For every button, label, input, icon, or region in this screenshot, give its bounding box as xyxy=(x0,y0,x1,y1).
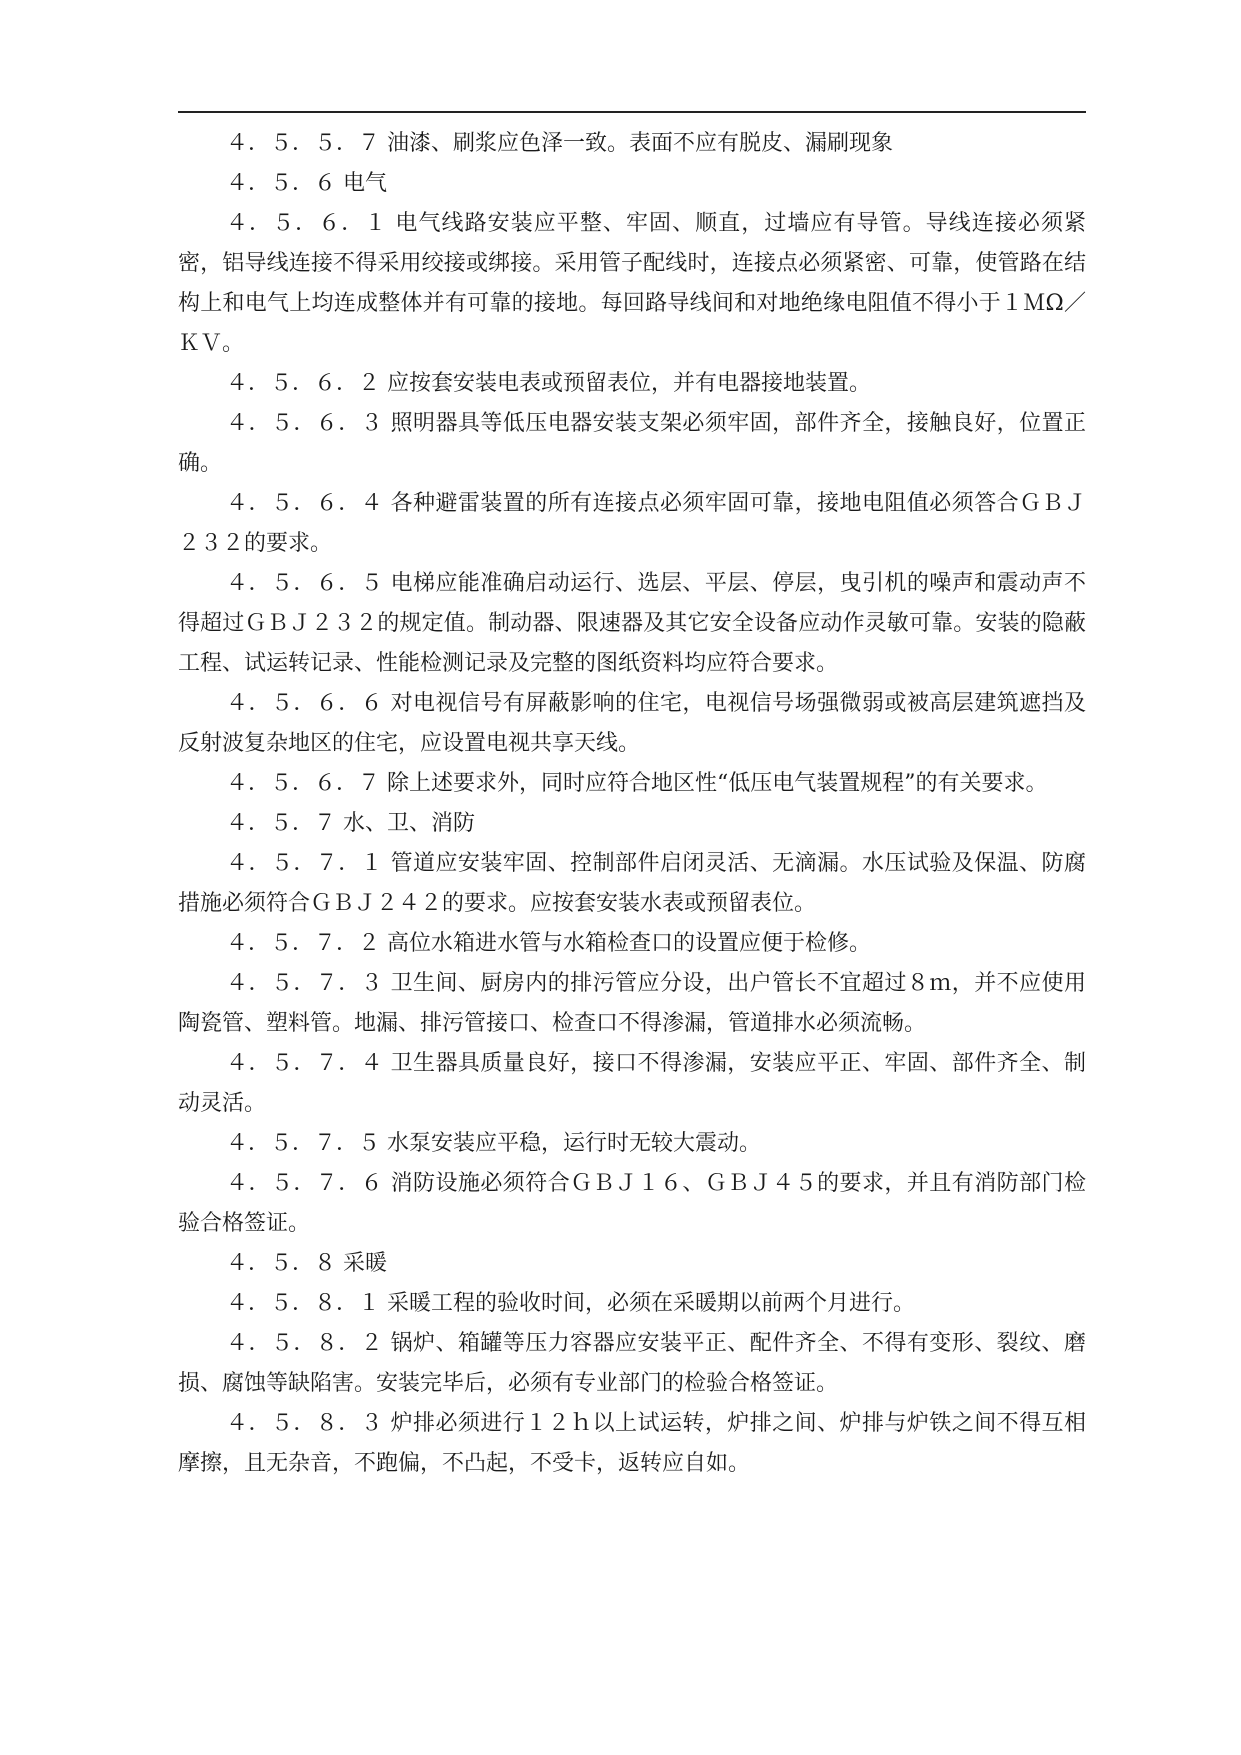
document-body xyxy=(178,124,1086,1484)
clause-4-5-5-7: ４．５．５．７ 油漆、刷浆应色泽一致。表面不应有脱皮、漏刷现象 xyxy=(226,131,893,156)
clause-4-5-6-2: ４．５．６．２ 应按套安装电表或预留表位，并有电器接地装置。 xyxy=(226,371,871,396)
clause-4-5-7-6: ４．５．７．６ 消防设施必须符合ＧＢＪ１６、ＧＢＪ４５的要求，并且有消防部门检验合格签证。 xyxy=(178,1171,1086,1236)
clause-4-5-6-4: ４．５．６．４ 各种避雷装置的所有连接点必须牢固可靠，接地电阻值必须答合ＧＢＪ２３２的要求。 xyxy=(178,491,1086,556)
clause-4-5-7-1: ４．５．７．１ 管道应安装牢固、控制部件启闭灵活、无滴漏。水压试验及保温、防腐措施必须符合ＧＢＪ２４２的要求。应按套安装水表或预留表位。 xyxy=(178,851,1086,916)
clause-4-5-7-5: ４．５．７．５ 水泵安装应平稳，运行时无较大震动。 xyxy=(226,1131,761,1156)
clause-4-5-6-5: ４．５．６．５ 电梯应能准确启动运行、选层、平层、停层，曳引机的噪声和震动声不得超过ＧＢＪ２３２的规定值。制动器、限速器及其它安全设备应动作灵敏可靠。安装的隐蔽工程、试运转记录、性能检测记录及完整的图纸资料均应符合要求。 xyxy=(178,571,1086,676)
clause-4-5-6-6: ４．５．６．６ 对电视信号有屏蔽影响的住宅，电视信号场强微弱或被高层建筑遮挡及反射波复杂地区的住宅，应设置电视共享天线。 xyxy=(178,691,1086,756)
clause-4-5-6-1: ４．５．６．１ 电气线路安装应平整、牢固、顺直，过墙应有导管。导线连接必须紧密，铝导线连接不得采用绞接或绑接。采用管子配线时，连接点必须紧密、可靠，使管路在结构上和电气上均连成整体并有可靠的接地。每回路导线间和对地绝缘电阻值不得小于１ＭΩ／ＫＶ。 xyxy=(178,211,1086,356)
clause-4-5-7-2: ４．５．７．２ 高位水箱进水管与水箱检查口的设置应便于检修。 xyxy=(226,931,871,956)
clause-4-5-8-1: ４．５．８．１ 采暖工程的验收时间，必须在采暖期以前两个月进行。 xyxy=(226,1291,915,1316)
section-heading-4-5-6: ４．５．６ 电气 xyxy=(226,171,387,196)
section-heading-4-5-7: ４．５．７ 水、卫、消防 xyxy=(226,811,475,836)
clause-4-5-8-3: ４．５．８．３ 炉排必须进行１２ｈ以上试运转，炉排之间、炉排与炉铁之间不得互相摩擦，且无杂音，不跑偏，不凸起，不受卡，返转应自如。 xyxy=(178,1411,1086,1476)
header-rule xyxy=(178,111,1086,113)
clause-4-5-6-3: ４．５．６．３ 照明器具等低压电器安装支架必须牢固，部件齐全，接触良好，位置正确。 xyxy=(178,411,1086,476)
clause-4-5-8-2: ４．５．８．２ 锅炉、箱罐等压力容器应安装平正、配件齐全、不得有变形、裂纹、磨损、腐蚀等缺陷害。安装完毕后，必须有专业部门的检验合格签证。 xyxy=(178,1331,1086,1396)
clause-4-5-7-3: ４．５．７．３ 卫生间、厨房内的排污管应分设，出户管长不宜超过８ｍ，并不应使用陶瓷管、塑料管。地漏、排污管接口、检查口不得渗漏，管道排水必须流畅。 xyxy=(178,971,1086,1036)
clause-4-5-7-4: ４．５．７．４ 卫生器具质量良好，接口不得渗漏，安装应平正、牢固、部件齐全、制动灵活。 xyxy=(178,1051,1086,1116)
section-heading-4-5-8: ４．５．８ 采暖 xyxy=(226,1251,387,1276)
clause-4-5-6-7: ４．５．６．７ 除上述要求外，同时应符合地区性“低压电气装置规程”的有关要求。 xyxy=(226,771,1048,796)
